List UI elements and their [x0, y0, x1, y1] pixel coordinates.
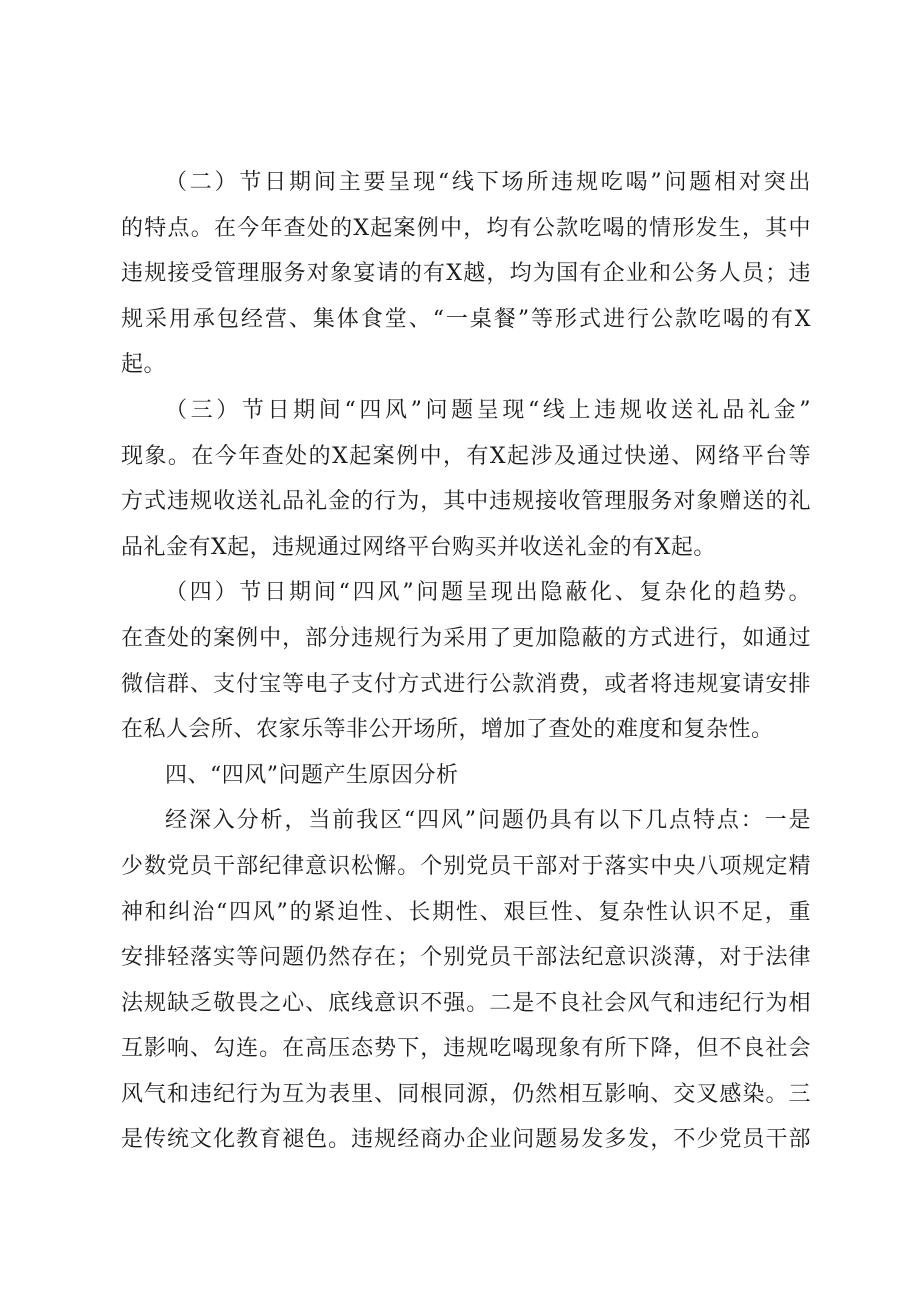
text-line: 违规接受管理服务对象宴请的有X越，均为国有企业和公务人员；违 [121, 261, 811, 287]
text-line: 少数党员干部纪律意识松懈。个别党员干部对于落实中央八项规定精 [121, 853, 811, 879]
text-line: 安排轻落实等问题仍然存在；个别党员干部法纪意识淡薄，对于法律 [121, 945, 811, 971]
text-line: 在查处的案例中，部分违规行为采用了更加隐蔽的方式进行，如通过 [121, 625, 811, 651]
paragraph-three [121, 388, 811, 570]
paragraph-analysis [121, 798, 811, 1163]
text-line: （四）节日期间“四风”问题呈现出隐蔽化、复杂化的趋势。 [165, 580, 811, 606]
text-line: 的特点。在今年查处的X起案例中，均有公款吃喝的情形发生，其中 [121, 215, 811, 241]
text-line: 法规缺乏敬畏之心、底线意识不强。二是不良社会风气和违纪行为相 [121, 990, 811, 1016]
text-line: （二）节日期间主要呈现“线下场所违规吃喝”问题相对突出 [165, 170, 811, 195]
text-line: 规采用承包经营、集体食堂、“一桌餐”等形式进行公款吃喝的有X [121, 306, 811, 332]
text-line: 是传统文化教育褪色。违规经商办企业问题易发多发，不少党员干部 [121, 1127, 811, 1153]
text-line: 品礼金有X起，违规通过网络平台购买并收送礼金的有X起。 [121, 534, 716, 560]
section-heading: 四、“四风”问题产生原因分析 [165, 762, 459, 788]
paragraph-two [121, 160, 811, 388]
text-line: 在私人会所、农家乐等非公开场所，增加了查处的难度和复杂性。 [121, 717, 774, 743]
document-body [121, 160, 811, 1163]
text-line: 经深入分析，当前我区“四风”问题仍具有以下几点特点：一是 [165, 808, 811, 834]
text-line: 起。 [121, 352, 167, 378]
paragraph-four [121, 570, 811, 752]
text-line: 现象。在今年查处的X起案例中，有X起涉及通过快递、网络平台等 [121, 443, 811, 469]
text-line: 风气和违纪行为互为表里、同根同源，仍然相互影响、交叉感染。三 [121, 1081, 811, 1107]
text-line: 方式违规收送礼品礼金的行为，其中违规接收管理服务对象赠送的礼 [121, 489, 811, 515]
text-line: 神和纠治“四风”的紧迫性、长期性、艰巨性、复杂性认识不足，重 [121, 899, 811, 925]
text-line: 微信群、支付宝等电子支付方式进行公款消费，或者将违规宴请安排 [121, 671, 811, 697]
text-line: （三）节日期间“四风”问题呈现“线上违规收送礼品礼金” [165, 397, 811, 423]
text-line: 互影响、勾连。在高压态势下，违规吃喝现象有所下降，但不良社会 [121, 1036, 811, 1062]
